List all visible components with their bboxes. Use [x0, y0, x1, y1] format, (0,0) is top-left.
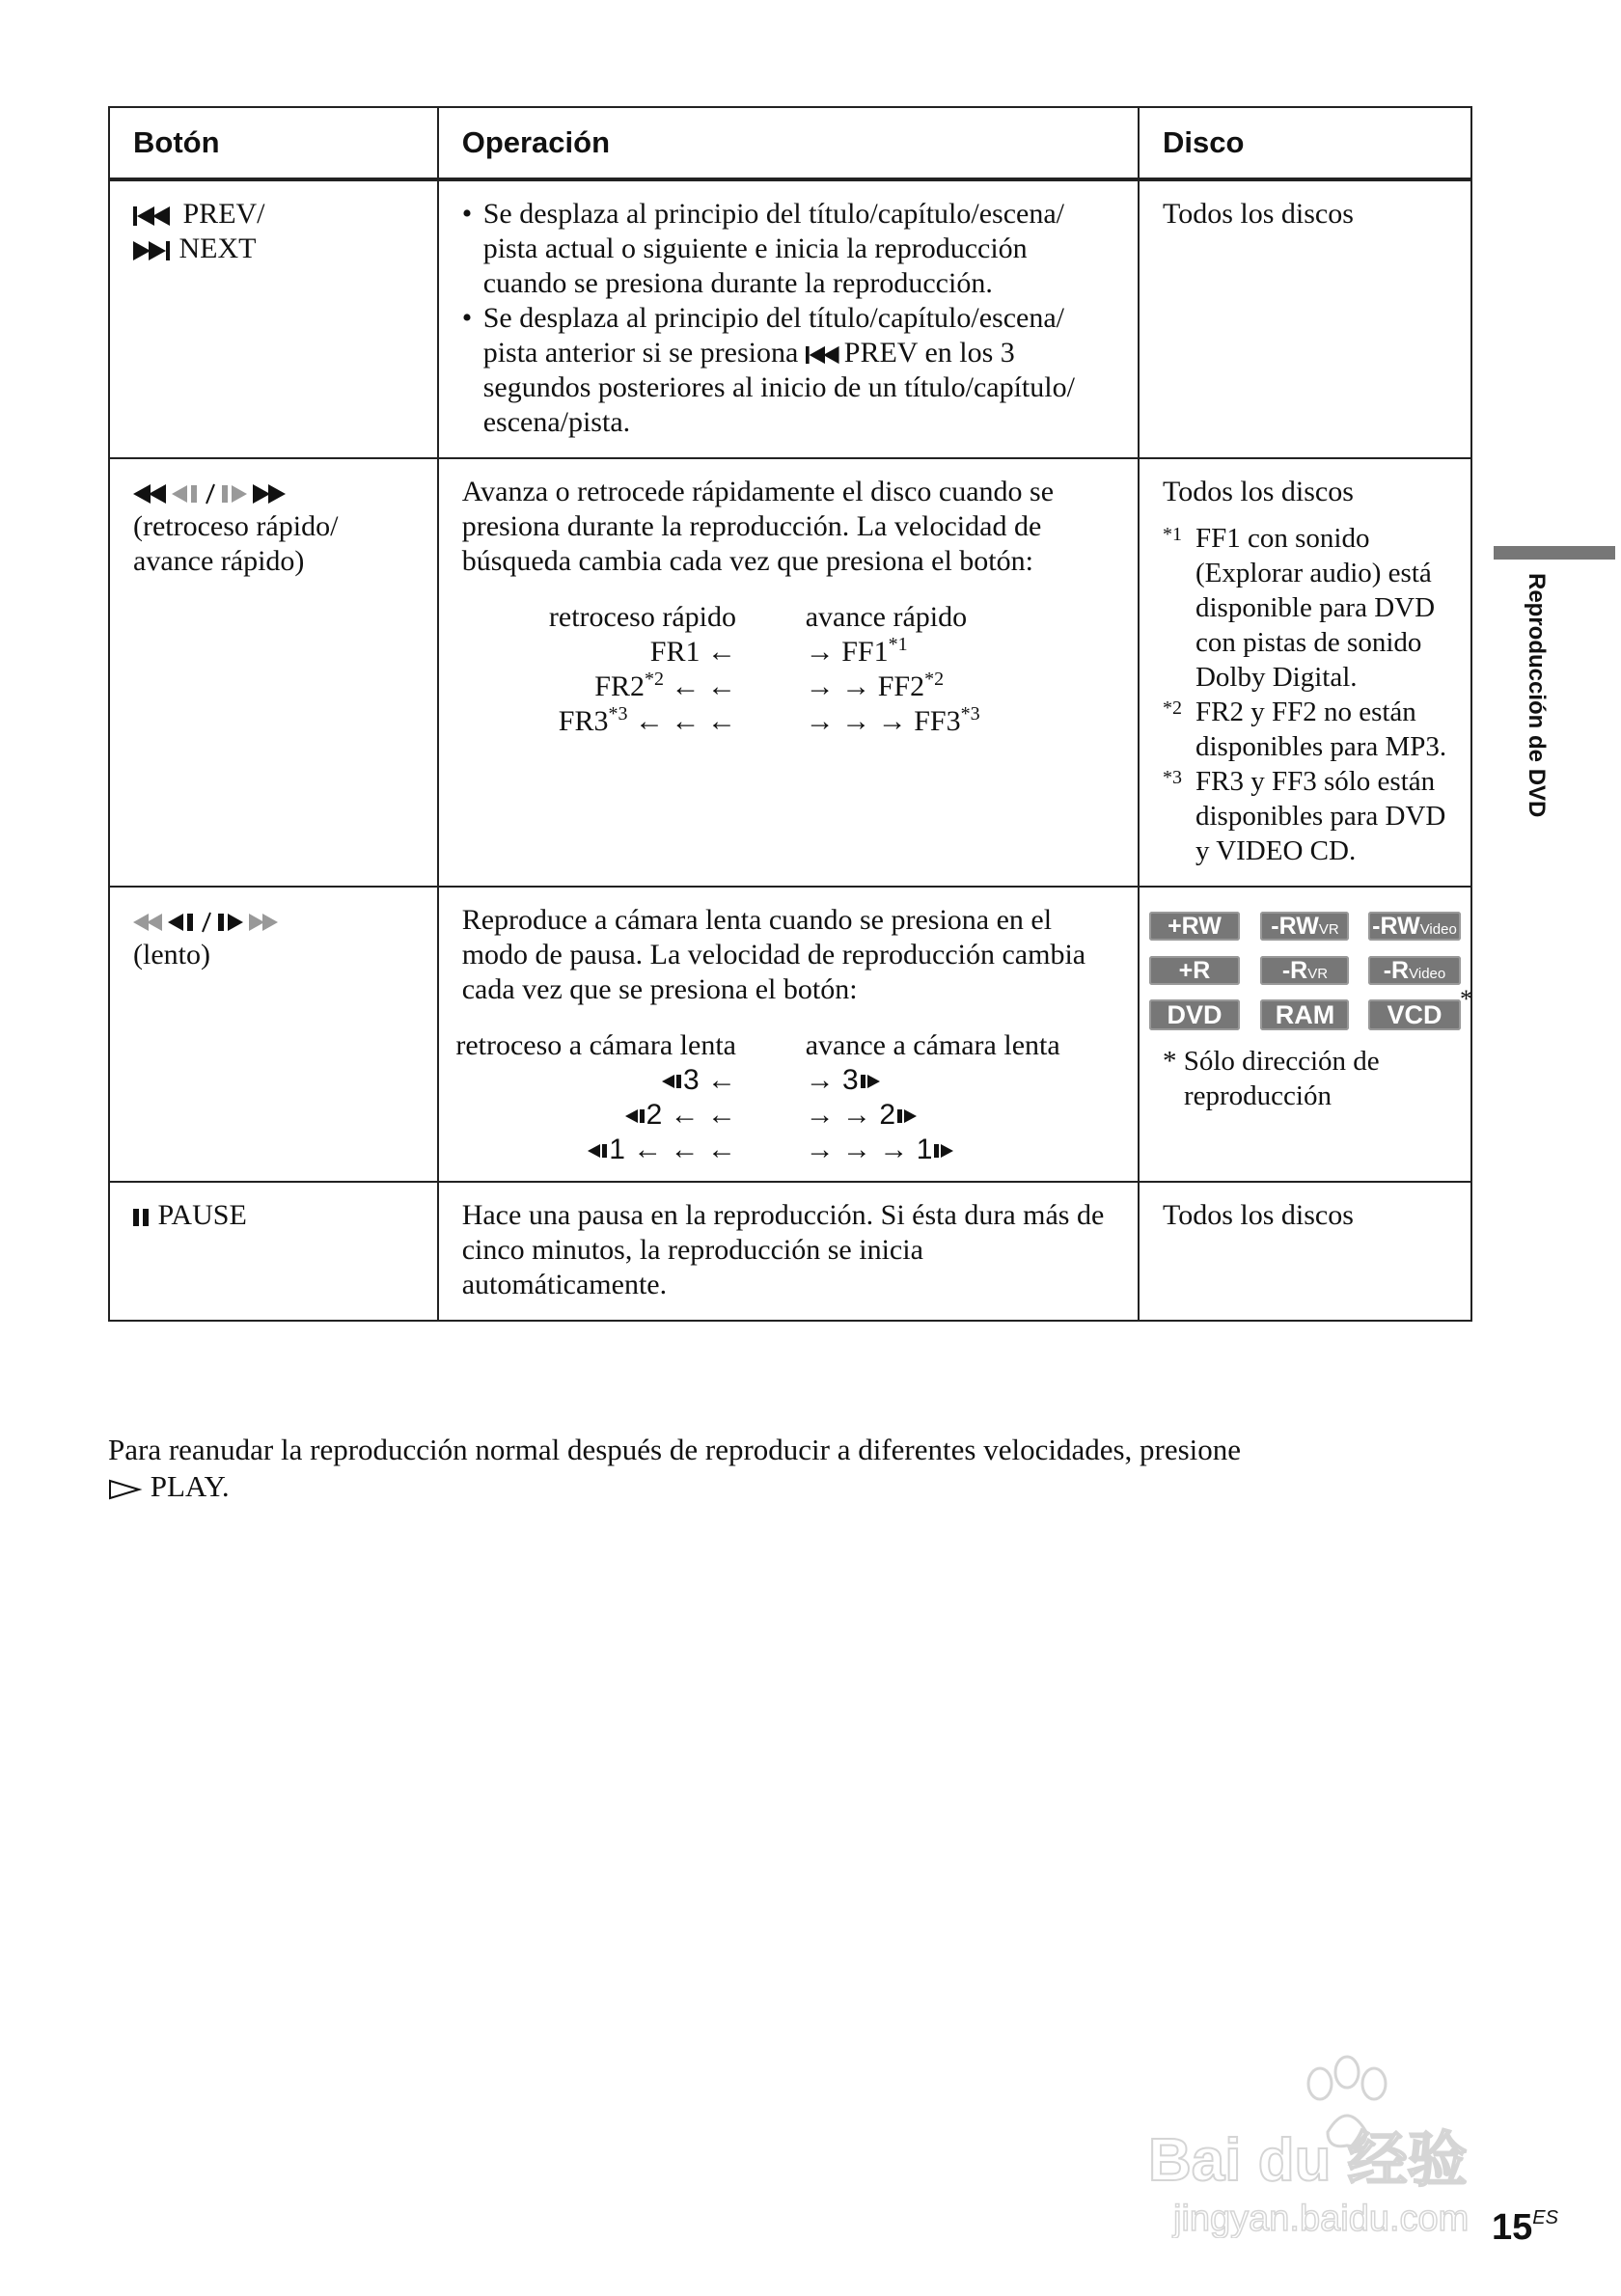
cell-operation-slow	[438, 887, 1139, 1182]
bullet-2-text-a: Se desplaza al principio del título/capítulo/escena/ pista anterior si se presiona	[482, 302, 1065, 369]
next-icon	[133, 240, 172, 261]
header-operacion: Operación	[438, 107, 1139, 179]
slow-rev-3: 3 ←	[662, 1063, 736, 1098]
table-header-row	[109, 107, 1471, 179]
note-1: *1 FF1 con sonido (Explorar audio) está disponible para DVD con pistas de sonido Dolby Digital.	[1162, 523, 1436, 693]
badge-minus-rw-video: -RWVideo	[1368, 912, 1461, 941]
table-row-slow	[109, 887, 1471, 1182]
slow-fwd-icon	[895, 1108, 917, 1124]
sidebar-section-label: Reproducción de DVD	[1524, 573, 1550, 818]
slow-button-label: (lento)	[133, 939, 210, 970]
note-2: *2 FR2 y FF2 no están disponibles para MP3.	[1162, 697, 1447, 762]
scan-right-header: avance rápido	[805, 601, 968, 633]
operations-table	[108, 106, 1472, 1322]
bullet-2-prev: PREV	[843, 337, 918, 369]
slow-rev-icon	[588, 1143, 609, 1159]
cell-operation-prev-next	[438, 179, 1139, 458]
next-label: NEXT	[179, 232, 257, 264]
slow-rev-1: 1 ← ← ←	[588, 1133, 736, 1167]
pause-icon	[133, 1208, 151, 1227]
prev-icon-inline	[806, 345, 844, 365]
baidu-watermark	[1139, 2045, 1544, 2238]
header-boton: Botón	[109, 107, 438, 179]
table-row-pause	[109, 1182, 1471, 1321]
cell-button-scan	[109, 458, 438, 887]
cell-operation-pause: Hace una pausa en la reproducción. Si ésta dura más de cinco minutos, la reproducción se inicia automáticamente.	[438, 1182, 1139, 1321]
sidebar-tab-bar	[1494, 546, 1615, 560]
table-row-scan	[109, 458, 1471, 887]
footer-note	[108, 1432, 1241, 1505]
sidebar-section-title	[1525, 573, 1550, 862]
table-row-prev-next	[109, 179, 1471, 458]
cell-disc-prev-next: Todos los discos	[1139, 179, 1471, 458]
bullet-2-text-b: en los 3 segundos posteriores al inicio de un título/capítulo/ escena/pista.	[482, 337, 1075, 438]
prev-label: PREV/	[182, 198, 265, 230]
fr2-label: FR2$^{*2}$ ← ←	[594, 669, 736, 702]
slow-fwd-icon	[859, 1074, 880, 1089]
scan-buttons-icon	[133, 482, 351, 506]
slow-disc-note: * Sólo dirección de reproducción	[1162, 1046, 1380, 1112]
footer-play-label: PLAY.	[150, 1469, 230, 1503]
ff1-label: → $FF1^{*1}$	[805, 634, 908, 668]
scan-left-header: retroceso rápido	[548, 601, 736, 633]
scan-button-label: (retroceso rápido/ avance rápido)	[133, 510, 339, 577]
cell-disc-slow	[1139, 887, 1471, 1182]
cell-button-prev-next	[109, 179, 438, 458]
bullet-2	[462, 301, 1114, 440]
badge-plus-rw: +RW	[1149, 912, 1240, 941]
cell-operation-scan	[438, 458, 1139, 887]
slow-rev-icon	[625, 1108, 646, 1124]
cell-button-slow	[109, 887, 438, 1182]
ff3-label: → → → $FF3^{*3}$	[805, 703, 980, 737]
footer-text: Para reanudar la reproducción normal después de reproducir a diferentes velocidades, presione	[108, 1433, 1242, 1466]
prev-icon	[133, 205, 176, 227]
fr1-label: FR1 ←	[649, 636, 736, 668]
badge-minus-rw-vr: -RWVR	[1260, 912, 1349, 941]
badge-vcd: VCD	[1368, 999, 1461, 1030]
slow-rev-2: 2 ← ←	[625, 1098, 736, 1133]
bullet-1: • Se desplaza al principio del título/capítulo/escena/ pista actual o siguiente e inicia la reproducción cuando se presiona durante la reproducción.	[462, 197, 1114, 301]
cell-disc-pause: Todos los discos	[1139, 1182, 1471, 1321]
badge-dvd: DVD	[1149, 999, 1240, 1030]
slow-right-header: avance a cámara lenta	[805, 1029, 1060, 1061]
scan-speed-diagram	[462, 600, 1114, 735]
badge-ram: RAM	[1260, 999, 1349, 1030]
slow-buttons-icon	[133, 911, 351, 934]
slow-left-header: retroceso a cámara lenta	[455, 1029, 736, 1061]
slow-fwd-icon	[932, 1143, 953, 1159]
badge-row-1	[1149, 907, 1461, 942]
slow-description: Reproduce a cámara lenta cuando se presiona en el modo de pausa. La velocidad de reproducción cambia cada vez que se presiona el botón:	[461, 904, 1086, 1005]
header-disco: Disco	[1139, 107, 1471, 179]
badge-minus-r-video: -RVideo	[1368, 956, 1461, 985]
note-3: *3 FR3 y FF3 sólo están disponibles para DVD y VIDEO CD.	[1162, 766, 1446, 866]
page-number: $15^{ES}$	[1492, 2207, 1558, 2248]
svg-text:Bai du 经验: Bai du 经验	[1148, 2127, 1468, 2194]
badge-asterisk: *	[1459, 985, 1472, 1013]
fr3-label: FR3$^{*3}$ ← ← ←	[558, 703, 736, 737]
play-icon	[108, 1479, 143, 1500]
ff2-label: → → $FF2^{*2}$	[805, 669, 945, 702]
badge-row-2	[1149, 951, 1461, 986]
cell-button-pause	[109, 1182, 438, 1321]
scan-description: Avanza o retrocede rápidamente el disco cuando se presiona durante la reproducción. La velocidad de búsqueda cambia cada vez que presiona el botón:	[461, 476, 1055, 577]
slow-speed-diagram	[455, 1028, 1114, 1165]
slow-fwd-2: → → 2	[806, 1098, 917, 1133]
cell-disc-scan	[1139, 458, 1471, 887]
pause-label: PAUSE	[157, 1199, 247, 1231]
badge-plus-r: +R	[1149, 956, 1240, 985]
slow-fwd-3: → 3	[806, 1063, 880, 1098]
badge-row-3	[1149, 985, 1472, 1030]
scan-disc-label: Todos los discos	[1162, 476, 1354, 507]
slow-fwd-1: → → → 1	[806, 1133, 954, 1167]
slow-rev-icon	[662, 1074, 683, 1089]
svg-text:jingyan.baidu.com: jingyan.baidu.com	[1173, 2199, 1470, 2238]
badge-minus-r-vr: -RVR	[1260, 956, 1349, 985]
